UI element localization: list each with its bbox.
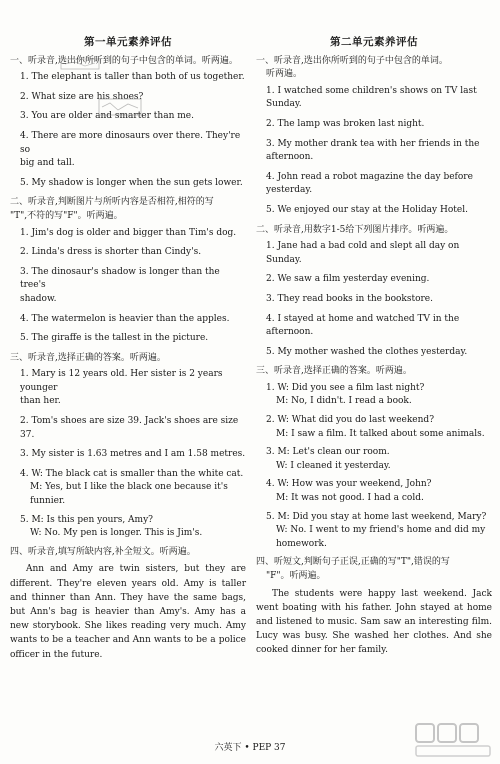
unit2-title: 第二单元素养评估 bbox=[330, 36, 418, 48]
passage-text: Ann and Amy are twin sisters, but they are different. They're eleven years old. Amy is taller and thinner than Ann. They have the same bags, but Ann's bag is heavier than Amy's. Amy has a new storybook. She likes reading very much. Amy wants to be a teacher and Ann wants to be a police officer in the future. bbox=[10, 564, 246, 660]
unit1-section1 bbox=[10, 55, 246, 191]
item-text-cont: afternoon. bbox=[266, 152, 314, 163]
dialog-line: 2. W: What did you do last weekend? bbox=[266, 415, 435, 426]
item-text: 4. There are more dinosaurs over there. They're so bbox=[20, 130, 241, 155]
dialog-line: 3. M: Let's clean our room. bbox=[266, 447, 390, 458]
dialog-line: 1. W: Did you see a film last night? bbox=[266, 382, 425, 393]
section-heading: 二、听录音,用数字1-5给下列图片排序。听两遍。 bbox=[256, 224, 454, 235]
list-item: 2. We saw a film yesterday evening. bbox=[266, 274, 430, 285]
list-item: 5. My shadow is longer when the sun gets lower. bbox=[20, 177, 243, 188]
unit1-section2 bbox=[10, 196, 246, 345]
page-footer: 六英下 • PEP 37 bbox=[214, 743, 286, 753]
list-item: 2. Tom's shoes are size 39. Jack's shoes are size 37. bbox=[20, 416, 239, 440]
heading-line: 听两遍。 bbox=[266, 69, 303, 80]
list-item: 1. Jane had a bad cold and slept all day on Sunday. bbox=[266, 241, 460, 265]
dialog-item bbox=[266, 446, 492, 473]
unit1-column bbox=[10, 36, 246, 662]
item-text-cont: big and tall. bbox=[20, 158, 75, 169]
list-item bbox=[10, 130, 246, 171]
dialog-line: M: I saw a film. It talked about some animals. bbox=[276, 428, 485, 439]
list-item: 2. What size are his shoes? bbox=[20, 91, 144, 102]
dialog-line: W: No. My pen is longer. This is Jim's. bbox=[30, 528, 203, 539]
unit2-section2 bbox=[256, 224, 492, 360]
ink-stamp-icon bbox=[60, 58, 100, 70]
dialog-line: 4. W: The black cat is smaller than the white cat. bbox=[20, 468, 244, 479]
dialog-line: homework. bbox=[276, 538, 327, 549]
list-item: 1. I watched some children's shows on TV last Sunday. bbox=[266, 85, 477, 110]
item-text: 1. Mary is 12 years old. Her sister is 2 years younger bbox=[20, 369, 223, 393]
watermark-logo-icon bbox=[412, 720, 494, 760]
unit2-section3 bbox=[256, 365, 492, 551]
item-text-cont: shadow. bbox=[20, 293, 57, 304]
list-item: 3. My sister is 1.63 metres and I am 1.58 metres. bbox=[20, 449, 246, 460]
unit1-title: 第一单元素养评估 bbox=[84, 36, 172, 48]
dialog-item bbox=[266, 414, 492, 441]
heading-line: "F"。听两遍。 bbox=[266, 571, 326, 581]
dialog-item bbox=[20, 468, 246, 509]
dialog-line: M: Yes, but I like the black one because it's funnier. bbox=[30, 482, 228, 507]
list-item: 5. The giraffe is the tallest in the picture. bbox=[20, 333, 209, 344]
section-heading bbox=[10, 196, 246, 223]
dialog-item bbox=[266, 382, 492, 409]
list-item: 3. They read books in the bookstore. bbox=[266, 293, 433, 304]
section-heading bbox=[256, 556, 492, 583]
ink-stamp-icon bbox=[98, 98, 142, 116]
section-heading: 三、听录音,选择正确的答案。听两遍。 bbox=[256, 366, 412, 377]
dialog-line: 5. M: Is this pen yours, Amy? bbox=[20, 514, 153, 525]
list-item: 4. The watermelon is heavier than the apples. bbox=[20, 313, 230, 324]
list-item: 5. My mother washed the clothes yesterday. bbox=[266, 346, 468, 357]
item-text: 3. My mother drank tea with her friends in the bbox=[266, 138, 480, 149]
dialog-item bbox=[20, 514, 246, 541]
dialog-line: W: I cleaned it yesterday. bbox=[276, 460, 391, 471]
item-text-cont: than her. bbox=[20, 396, 61, 407]
list-item: 1. The elephant is taller than both of us together. bbox=[20, 72, 245, 83]
heading-line: "T",不符的写"F"。听两遍。 bbox=[10, 210, 123, 221]
dialog-item bbox=[266, 478, 492, 505]
dialog-line: M: It was not good. I had a cold. bbox=[276, 493, 424, 504]
item-text: 3. The dinosaur's shadow is longer than the tree's bbox=[20, 266, 220, 291]
dialog-line: 5. M: Did you stay at home last weekend, Mary? bbox=[266, 511, 487, 522]
unit2-column bbox=[256, 36, 492, 658]
section-heading bbox=[256, 55, 492, 82]
dialog-line: M: No, I didn't. I read a book. bbox=[276, 396, 412, 407]
list-item: 5. We enjoyed our stay at the Holiday Hotel. bbox=[266, 204, 468, 215]
heading-line: 一、听录音,选出你所听到的句子中包含的单词。 bbox=[256, 55, 448, 66]
list-item: 3. You are older and smarter than me. bbox=[20, 111, 194, 122]
dialog-line: W: No. I went to my friend's home and did my bbox=[276, 525, 486, 536]
dialog-item bbox=[266, 511, 492, 552]
unit2-section1 bbox=[256, 55, 492, 218]
unit1-section4 bbox=[10, 546, 246, 662]
section-heading: 三、听录音,选择正确的答案。听两遍。 bbox=[10, 352, 166, 363]
unit1-section3 bbox=[10, 352, 246, 541]
list-item bbox=[10, 266, 246, 307]
section-heading: 一、听录音,选出你所听到的句子中包含的单词。听两遍。 bbox=[10, 55, 238, 66]
list-item: 1. Jim's dog is older and bigger than Tim's dog. bbox=[20, 227, 237, 238]
list-item: 4. I stayed at home and watched TV in the afternoon. bbox=[266, 313, 460, 338]
unit2-section4 bbox=[256, 556, 492, 657]
list-item: 2. Linda's dress is shorter than Cindy's. bbox=[20, 247, 202, 258]
heading-line: 二、听录音,判断图片与所听内容是否相符,相符的写 bbox=[10, 197, 214, 208]
passage-text: The students were happy last weekend. Jack went boating with his father. John stayed at home and listened to music. Sam saw an interesting film. Lucy was busy. She washed her clothes. And she cooked dinner for her family. bbox=[256, 588, 492, 656]
list-item: 2. The lamp was broken last night. bbox=[266, 118, 425, 129]
dialog-line: 4. W: How was your weekend, John? bbox=[266, 479, 432, 490]
section-heading: 四、听录音,填写所缺内容,补全短文。听两遍。 bbox=[10, 546, 196, 557]
heading-line: 四、听短文,判断句子正误,正确的写"T",错误的写 bbox=[256, 557, 450, 568]
list-item: 4. John read a robot magazine the day before yesterday. bbox=[266, 171, 473, 196]
list-item bbox=[256, 138, 492, 165]
list-item bbox=[10, 368, 246, 409]
